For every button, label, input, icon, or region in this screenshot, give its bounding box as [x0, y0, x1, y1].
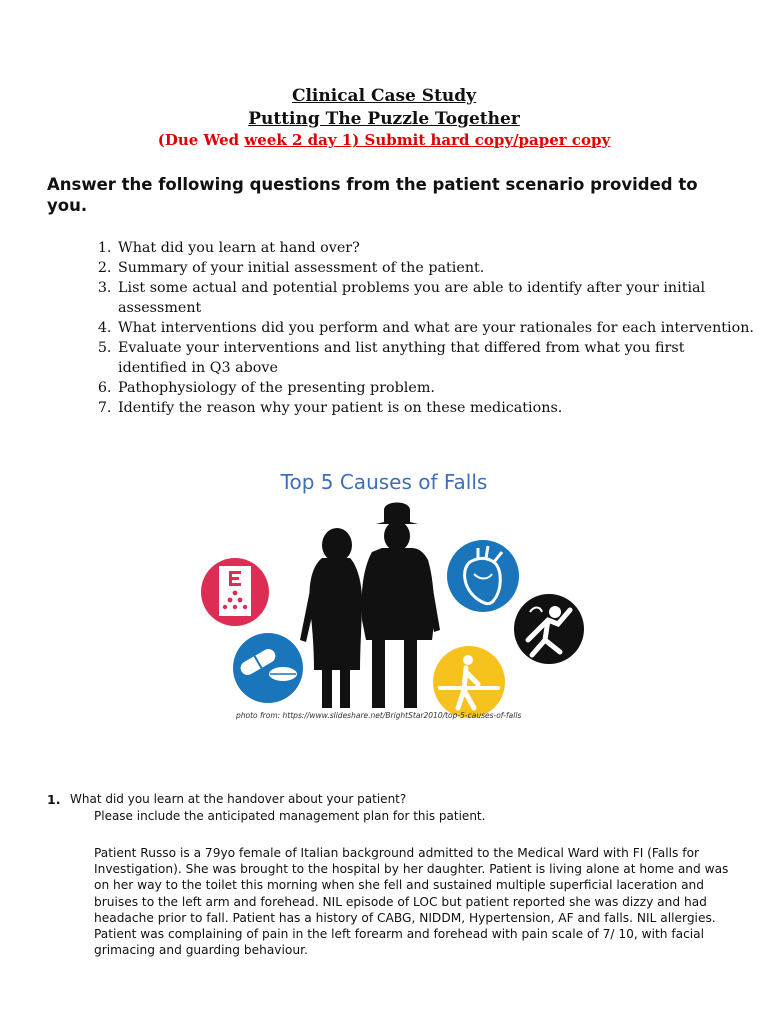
section-question: What did you learn at the handover about your patient? [70, 792, 407, 806]
question-item: 7. Identify the reason why your patient is on these medications. [116, 398, 756, 418]
dizzy-person-icon [514, 594, 584, 664]
section-number: 1. [47, 792, 61, 807]
figure-title: Top 5 Causes of Falls [280, 470, 488, 494]
due-link[interactable]: week 2 day 1) Submit hard copy/paper copy [244, 131, 611, 149]
walking-cane-icon [433, 646, 505, 718]
section-subquestion: Please include the anticipated management plan for this patient. [94, 809, 486, 823]
patient-scenario-paragraph: Patient Russo is a 79yo female of Italian background admitted to the Medical Ward with FI (Falls for Investigation). She was brought to the hospital by her daughter. Patient is living alone at home and was on her way to the toilet this morning when she fell and sustained multiple superficial laceration and bruises to the left arm and forehead. NIL episode of LOC but patient reported she was dizzy and had headache prior to fall. Patient has a history of CABG, NIDDM, Hypertension, AF and falls. NIL allergies. Patient was complaining of pain in the left forearm and forehead with pain scale of 7/ 10, with facial grimacing and guarding behaviour. [94, 846, 729, 958]
document-subtitle: Putting The Puzzle Together [248, 109, 520, 129]
instructions-heading: Answer the following questions from the patient scenario provided to you. [47, 175, 698, 215]
question-item: 1. What did you learn at hand over? [116, 238, 756, 258]
pills-icon [233, 633, 303, 703]
question-item: 3. List some actual and potential problems you are able to identify after your initial assessment [116, 278, 756, 318]
eye-chart-icon [201, 558, 269, 626]
elderly-couple-silhouette [300, 503, 440, 709]
question-item: 5. Evaluate your interventions and list anything that differed from what you first identified in Q3 above [116, 338, 756, 378]
figure-caption: photo from: https://www.slideshare.net/BrightStar2010/top-5-causes-of-falls [236, 711, 522, 720]
due-prefix: (Due Wed [157, 131, 245, 149]
document-title: Clinical Case Study [291, 86, 477, 106]
heart-icon [447, 540, 519, 612]
question-item: 2. Summary of your initial assessment of the patient. [116, 258, 756, 278]
question-item: 6. Pathophysiology of the presenting problem. [116, 378, 756, 398]
question-item: 4. What interventions did you perform and what are your rationales for each intervention. [116, 318, 756, 338]
